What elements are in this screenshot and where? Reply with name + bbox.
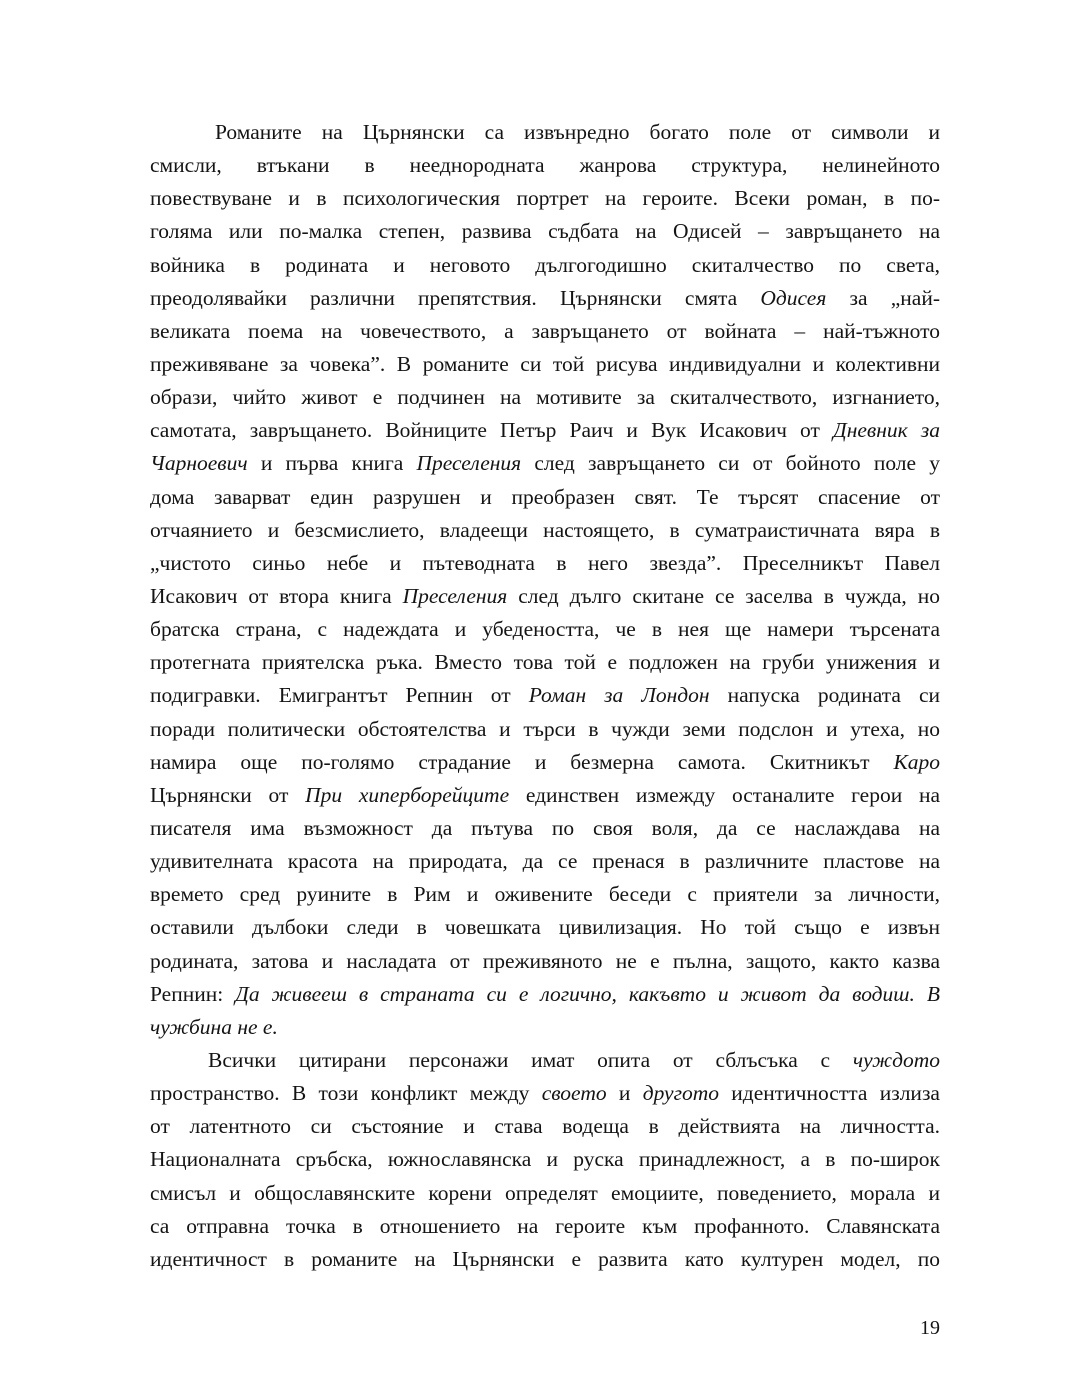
italic-text: чуждото bbox=[852, 1047, 940, 1072]
text-segment: самотата, завръщането. Войниците Петър Раич и Вук Исакович от bbox=[150, 418, 834, 443]
text-segment: са отправна точка в отношението на героите към профанното. Славянската bbox=[150, 1213, 940, 1238]
text-line bbox=[150, 249, 940, 282]
text-segment: смисли, втъкани в нееднородната жанрова структура, нелинейното bbox=[150, 153, 940, 178]
italic-text: Преселения bbox=[416, 451, 522, 476]
italic-text: другото bbox=[642, 1081, 719, 1106]
text-segment: и bbox=[606, 1081, 643, 1106]
text-segment: отчаянието и безсмислието, владеещи настоящето, в суматраистичната вяра в bbox=[150, 517, 940, 542]
body-text bbox=[150, 116, 940, 1276]
text-segment: Църнянски от bbox=[150, 782, 306, 807]
italic-text: При хиперборейците bbox=[305, 782, 510, 807]
text-line bbox=[150, 1011, 940, 1044]
italic-text: своето bbox=[541, 1081, 607, 1106]
text-segment: писателя има възможност да пътува по своя воля, да се наслаждава на bbox=[150, 815, 940, 840]
text-segment: намира още по-голямо страдание и безмерна самота. Скитникът bbox=[150, 749, 894, 774]
text-segment: от латентното си състояние и става водеща в действията на личността. bbox=[150, 1114, 940, 1139]
italic-text: Преселения bbox=[402, 583, 508, 608]
text-segment: преодолявайки различни препятствия. Църнянски смята bbox=[150, 285, 761, 310]
text-segment: идентичност в романите на Църнянски е развита като културен модел, по bbox=[150, 1246, 940, 1271]
text-segment: идентичността излиза bbox=[719, 1081, 940, 1106]
italic-text: Каро bbox=[893, 749, 940, 774]
text-line bbox=[150, 812, 940, 845]
text-line bbox=[150, 1143, 940, 1176]
text-line bbox=[150, 547, 940, 580]
text-segment: единствен измежду останалите герои на bbox=[509, 782, 940, 807]
text-segment: голяма или по-малка степен, развива съдбата на Одисей – завръщането на bbox=[150, 219, 940, 244]
text-segment: преживяване за човека”. В романите си той рисува индивидуални и колективни bbox=[150, 351, 940, 376]
text-line bbox=[150, 580, 940, 613]
text-segment: братска страна, с надеждата и убедеността, че в нея ще намери търсената bbox=[150, 617, 940, 642]
text-line bbox=[150, 149, 940, 182]
text-line bbox=[150, 481, 940, 514]
text-segment: подигравки. Емигрантът Репнин от bbox=[150, 683, 529, 708]
text-line bbox=[150, 182, 940, 215]
paragraph-2 bbox=[150, 1044, 940, 1276]
text-line bbox=[150, 646, 940, 679]
text-segment: повествуване и в психологическия портрет на героите. Всеки роман, в по- bbox=[150, 186, 940, 211]
text-line bbox=[150, 315, 940, 348]
text-segment: смисъл и общославянските корени определят емоциите, поведението, морала и bbox=[150, 1180, 940, 1205]
text-line bbox=[150, 746, 940, 779]
italic-text: Да живееш в страната си е логично, какъвто и живот да водиш. В bbox=[235, 981, 940, 1006]
text-segment: времето сред руините в Рим и оживените беседи с приятели за личности, bbox=[150, 882, 940, 907]
italic-text: Чарноевич bbox=[150, 451, 248, 476]
text-line bbox=[150, 348, 940, 381]
paragraph-1 bbox=[150, 116, 940, 1044]
text-line bbox=[150, 1243, 940, 1276]
text-line bbox=[150, 116, 940, 149]
text-segment: войника в родината и неговото дългогодишно скиталчество по света, bbox=[150, 252, 940, 277]
text-segment: пространство. В този конфликт между bbox=[150, 1081, 542, 1106]
text-segment: Романите на Църнянски са извънредно богато поле от символи и bbox=[215, 120, 940, 144]
text-segment: образи, чийто живот е подчинен на мотивите за скиталчеството, изгнанието, bbox=[150, 385, 940, 410]
text-line bbox=[150, 911, 940, 944]
italic-text: Дневник за bbox=[833, 418, 940, 443]
text-line bbox=[150, 447, 940, 480]
text-segment: протегната приятелска ръка. Вместо това той е подложен на груби унижения и bbox=[150, 650, 940, 675]
text-line bbox=[150, 613, 940, 646]
text-line bbox=[150, 1210, 940, 1243]
text-line bbox=[150, 845, 940, 878]
text-segment: напуска родината си bbox=[709, 683, 940, 708]
text-segment: великата поема на човечеството, а завръщането от войната – най-тъжното bbox=[150, 318, 940, 343]
text-segment: поради политически обстоятелства и търси в чужди земи подслон и утеха, но bbox=[150, 716, 940, 741]
text-line bbox=[150, 945, 940, 978]
italic-text: Роман за Лондон bbox=[528, 683, 710, 708]
text-line bbox=[150, 1110, 940, 1143]
text-line bbox=[150, 215, 940, 248]
italic-text: чужбина не е. bbox=[150, 1014, 278, 1039]
text-line bbox=[150, 713, 940, 746]
text-line bbox=[150, 414, 940, 447]
italic-text: Одисея bbox=[760, 285, 827, 310]
text-line bbox=[150, 779, 940, 812]
text-segment: след завръщането си от бойното поле у bbox=[521, 451, 941, 476]
text-segment: за „най- bbox=[826, 285, 941, 310]
text-segment: Всички цитирани персонажи имат опита от сблъсъка с bbox=[208, 1047, 853, 1072]
text-line bbox=[150, 679, 940, 712]
text-segment: Националната сръбска, южнославянска и руска принадлежност, а в по-широк bbox=[150, 1147, 940, 1172]
text-line bbox=[150, 1077, 940, 1110]
text-line bbox=[150, 1177, 940, 1210]
text-line bbox=[150, 282, 940, 315]
text-segment: оставили дълбоки следи в човешката цивилизация. Но той също е извън bbox=[150, 915, 940, 940]
text-line bbox=[150, 381, 940, 414]
text-segment: Репнин: bbox=[150, 981, 236, 1006]
text-segment: удивителната красота на природата, да се пренася в различните пластове на bbox=[150, 849, 940, 874]
text-line bbox=[150, 1044, 940, 1077]
text-segment: дома заварват един разрушен и преобразен свят. Те търсят спасение от bbox=[150, 484, 940, 509]
text-line bbox=[150, 978, 940, 1011]
text-line bbox=[150, 878, 940, 911]
text-segment: след дълго скитане се заселва в чужда, но bbox=[507, 583, 940, 608]
text-segment: родината, затова и насладата от преживяното не е пълна, защото, както казва bbox=[150, 948, 940, 973]
page-number: 19 bbox=[920, 1317, 940, 1339]
text-line bbox=[150, 514, 940, 547]
text-segment: Исакович от втора книга bbox=[150, 583, 403, 608]
text-segment: „чистото синьо небе и пътеводната в него звезда”. Преселникът Павел bbox=[150, 550, 940, 575]
text-segment: и първа книга bbox=[247, 451, 417, 476]
